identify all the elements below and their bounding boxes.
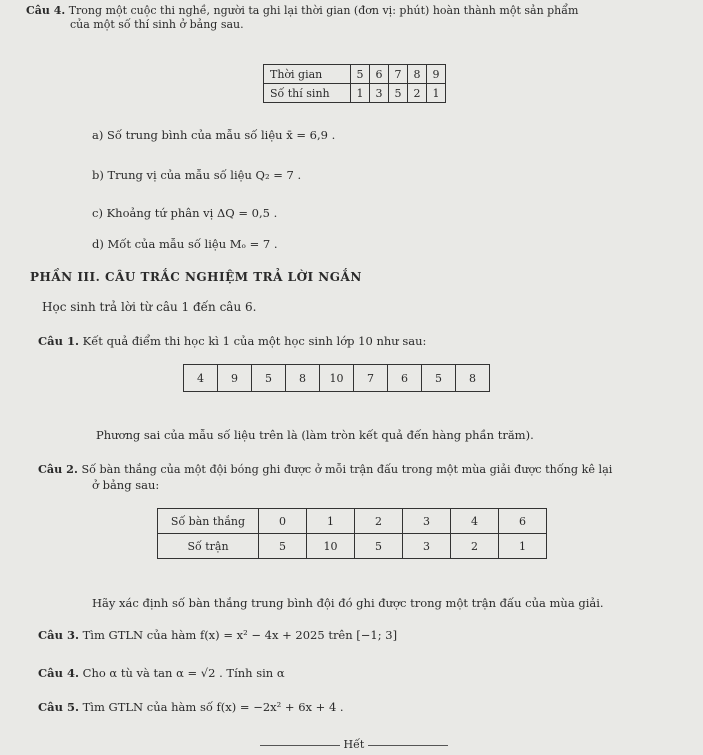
q2-label: Câu 2. xyxy=(38,462,78,476)
table-cell: 0 xyxy=(259,509,307,534)
q2-line1 xyxy=(38,462,612,477)
table-cell: 2 xyxy=(408,84,427,103)
q4-intro-line1 xyxy=(26,4,578,18)
part3-title: PHẦN III. CÂU TRẮC NGHIỆM TRẢ LỜI NGẮN xyxy=(30,270,362,284)
table-cell: 7 xyxy=(354,365,388,392)
q2-question: Hãy xác định số bàn thắng trung bình đội đó ghi được trong một trận đấu của mùa giải. xyxy=(92,596,604,610)
table-cell: 3 xyxy=(403,509,451,534)
q3-line xyxy=(38,628,397,642)
table-cell: 6 xyxy=(388,365,422,392)
divider xyxy=(260,745,340,746)
table-cell: 1 xyxy=(307,509,355,534)
q4-intro-line2: của một số thí sinh ở bảng sau. xyxy=(70,18,244,31)
end-marker xyxy=(260,738,448,752)
table-row xyxy=(158,534,547,559)
table-cell: 5 xyxy=(422,365,456,392)
table-cell: 1 xyxy=(351,84,370,103)
table-row xyxy=(158,509,547,534)
table-cell: 5 xyxy=(259,534,307,559)
divider xyxy=(368,745,448,746)
table-cell: 2 xyxy=(451,534,499,559)
time-table xyxy=(263,64,446,103)
table-row xyxy=(184,365,490,392)
table-cell: 5 xyxy=(355,534,403,559)
q5-text: Tìm GTLN của hàm số f(x) = −2x² + 6x + 4 . xyxy=(82,700,344,714)
statement-d: d) Mốt của mẫu số liệu Mₒ = 7 . xyxy=(92,237,278,251)
table-cell: 2 xyxy=(355,509,403,534)
q4-intro-text: Trong một cuộc thi nghề, người ta ghi lại thời gian (đơn vị: phút) hoàn thành một sản phẩm xyxy=(68,4,579,17)
table-cell: 6 xyxy=(499,509,547,534)
q1-question: Phương sai của mẫu số liệu trên là (làm tròn kết quả đến hàng phần trăm). xyxy=(96,428,534,442)
table-row xyxy=(264,84,446,103)
table-cell: 4 xyxy=(184,365,218,392)
q4b-text: Cho α tù và tan α = √2 . Tính sin α xyxy=(82,666,285,680)
table-cell: 9 xyxy=(427,65,446,84)
q4b-line xyxy=(38,666,285,680)
table-cell: 3 xyxy=(370,84,389,103)
table-cell: 5 xyxy=(389,84,408,103)
goals-table xyxy=(157,508,547,559)
q2-text: Số bàn thắng của một đội bóng ghi được ở mỗi trận đấu trong một mùa giải được thống kê lại xyxy=(81,463,613,476)
table-cell: 8 xyxy=(408,65,427,84)
q2-line2: ở bảng sau: xyxy=(92,478,160,492)
table-cell: 8 xyxy=(456,365,490,392)
statement-c: c) Khoảng tứ phân vị ΔQ = 0,5 . xyxy=(92,206,278,220)
table-header-cell: Số trận xyxy=(158,534,259,559)
table-header-cell: Thời gian xyxy=(264,65,351,84)
table-cell: 10 xyxy=(307,534,355,559)
table-cell: 1 xyxy=(499,534,547,559)
statement-b: b) Trung vị của mẫu số liệu Q₂ = 7 . xyxy=(92,168,302,182)
q4b-label: Câu 4. xyxy=(38,666,79,680)
table-header-cell: Số bàn thắng xyxy=(158,509,259,534)
table-cell: 3 xyxy=(403,534,451,559)
table-header-cell: Số thí sinh xyxy=(264,84,351,103)
q4-label: Câu 4. xyxy=(26,4,66,17)
table-row xyxy=(264,65,446,84)
end-text: Hết xyxy=(343,738,365,751)
table-cell: 6 xyxy=(370,65,389,84)
table-cell: 4 xyxy=(451,509,499,534)
table-cell: 5 xyxy=(351,65,370,84)
table-cell: 5 xyxy=(252,365,286,392)
table-cell: 8 xyxy=(286,365,320,392)
part3-instruction: Học sinh trả lời từ câu 1 đến câu 6. xyxy=(42,300,257,314)
table-cell: 10 xyxy=(320,365,354,392)
table-cell: 9 xyxy=(218,365,252,392)
q1-label: Câu 1. xyxy=(38,334,79,348)
table-cell: 7 xyxy=(389,65,408,84)
table-cell: 1 xyxy=(427,84,446,103)
q5-label: Câu 5. xyxy=(38,700,79,714)
q5-line xyxy=(38,700,344,714)
q3-label: Câu 3. xyxy=(38,628,79,642)
q1-line xyxy=(38,334,426,348)
scores-table xyxy=(183,364,490,392)
statement-a: a) Số trung bình của mẫu số liệu x̄ = 6,9 . xyxy=(92,128,336,142)
q3-text: Tìm GTLN của hàm f(x) = x² − 4x + 2025 trên [−1; 3] xyxy=(82,628,398,642)
q1-text: Kết quả điểm thi học kì 1 của một học sinh lớp 10 như sau: xyxy=(82,334,427,348)
